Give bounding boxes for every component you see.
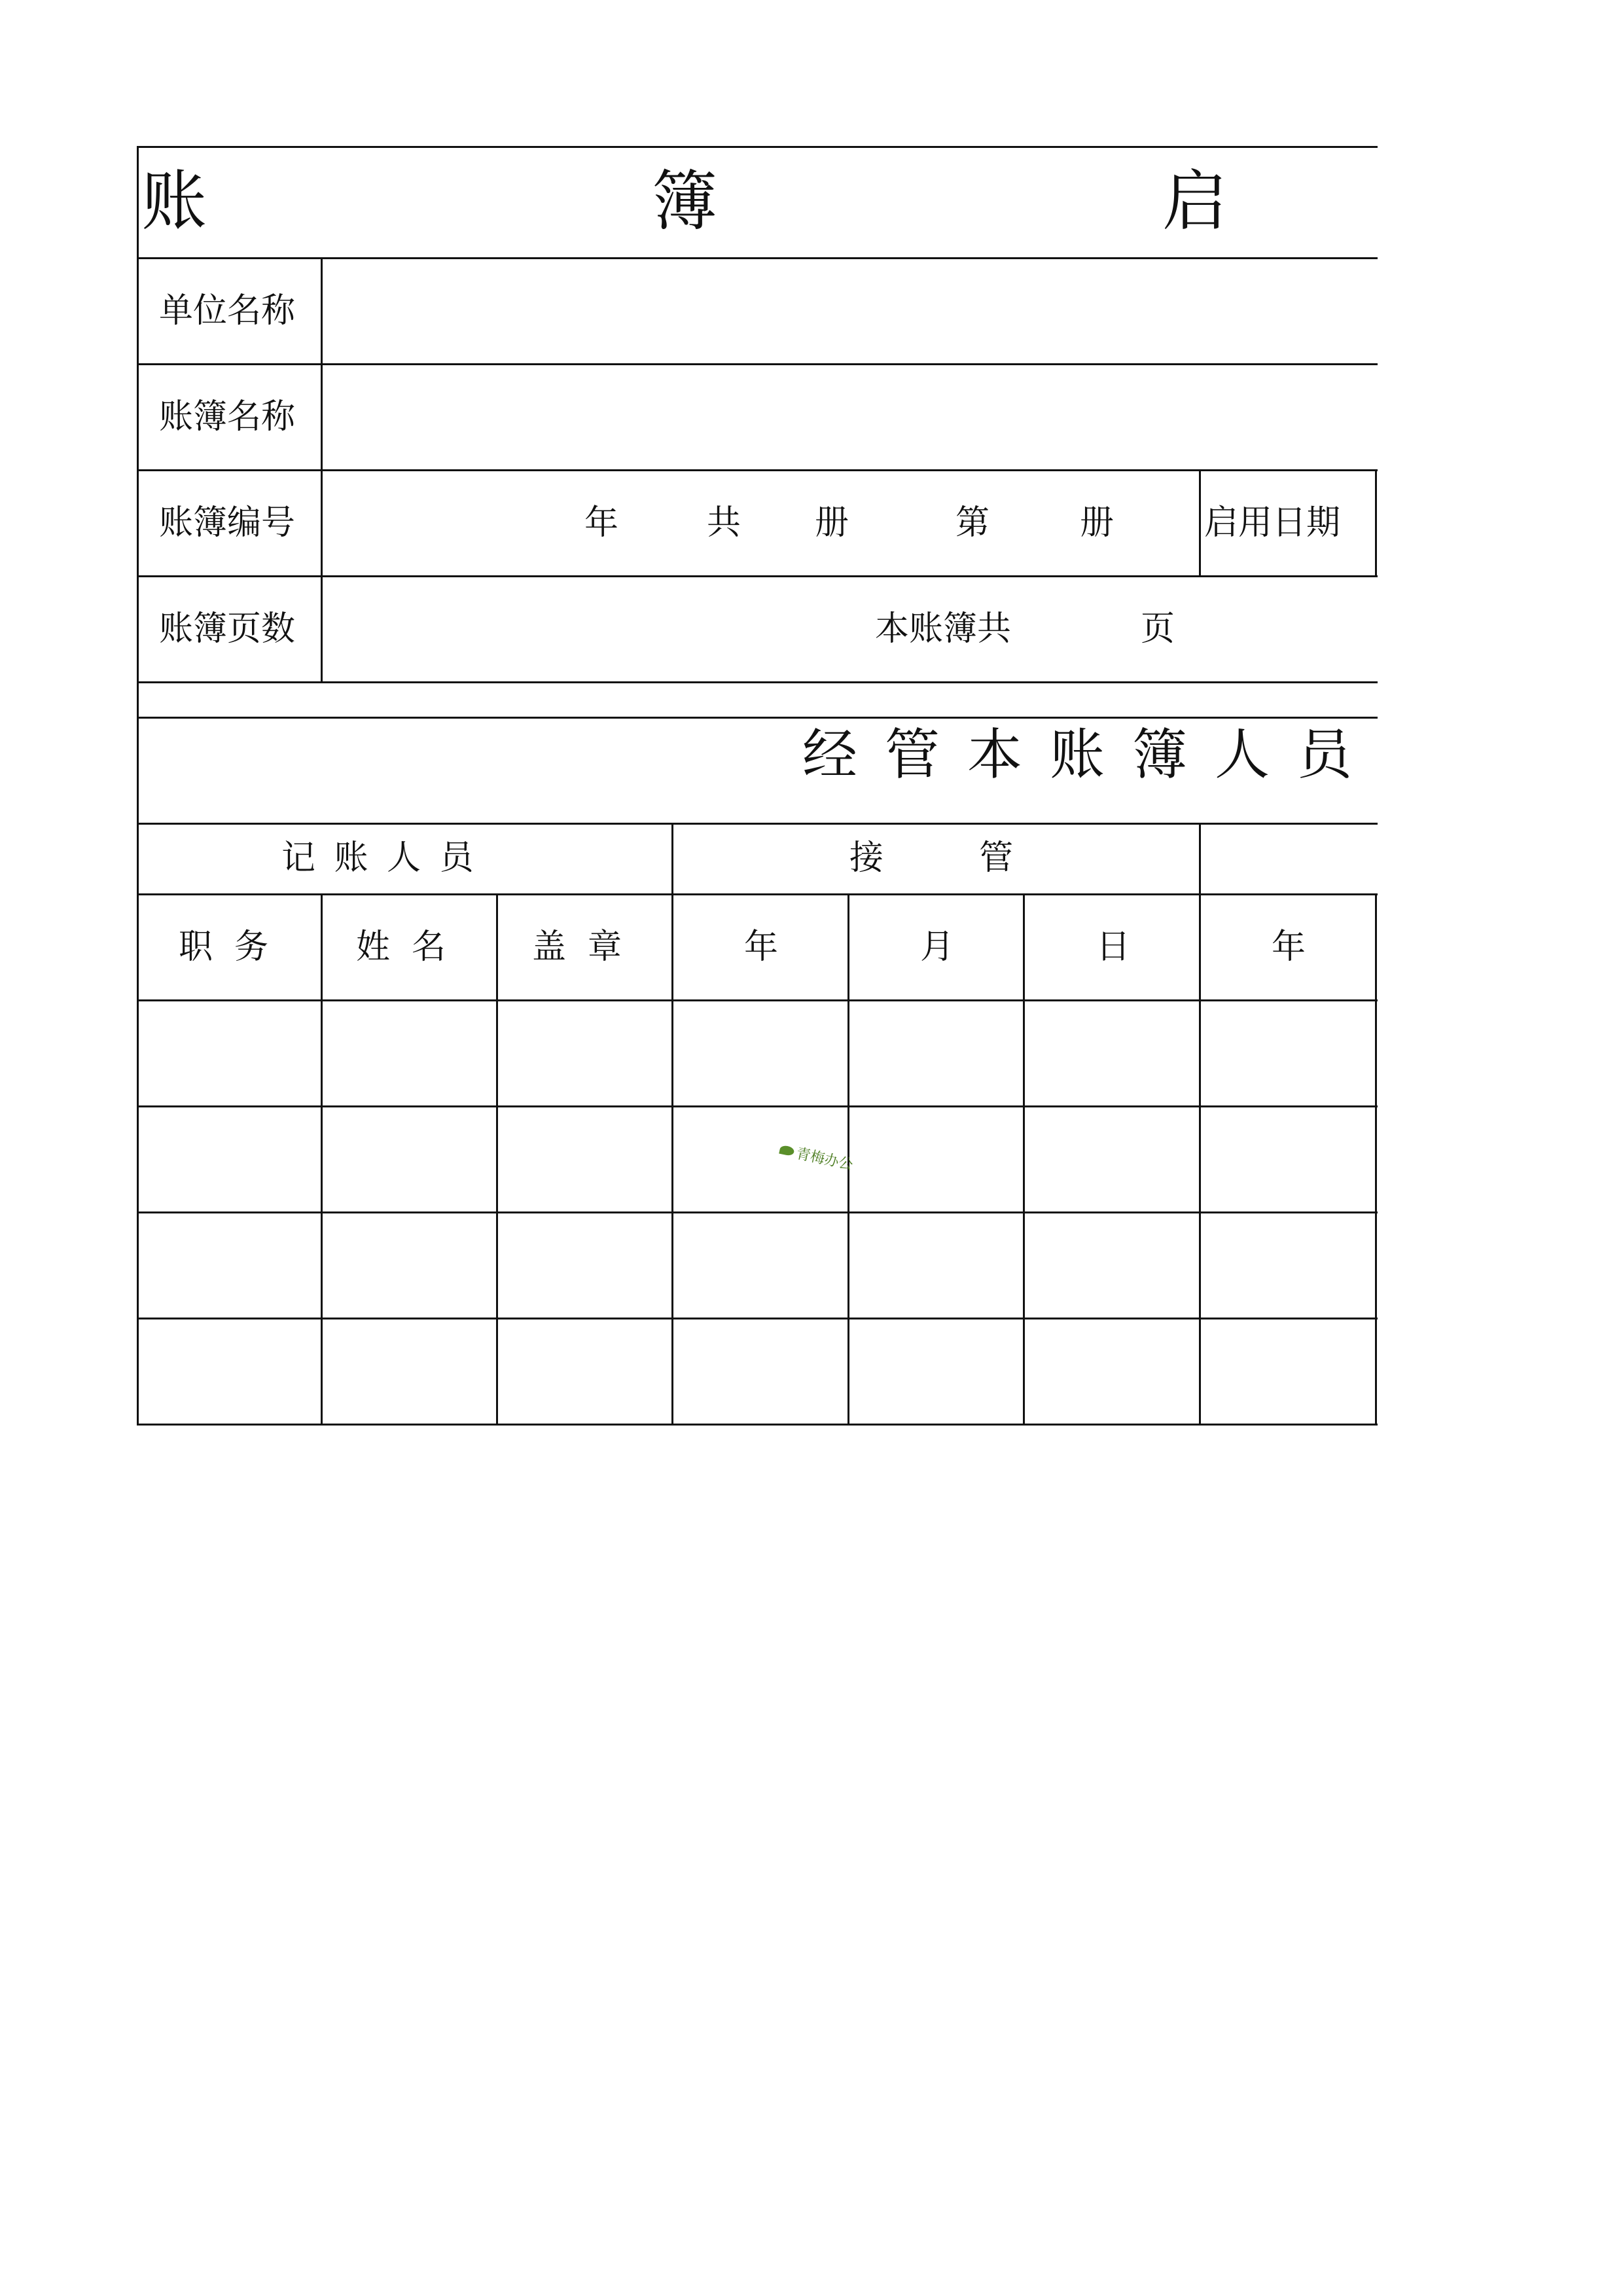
rule-row1-bottom	[137, 363, 1378, 365]
rule-managers-bottom	[137, 823, 1378, 825]
rule-data1-bottom	[137, 1105, 1378, 1107]
book-number-volume: 册	[1080, 503, 1115, 543]
rule-label-col	[321, 257, 323, 681]
column-header-position: 职 务	[179, 927, 269, 967]
unit-name-label: 单位名称	[159, 291, 296, 331]
book-number-year: 年	[584, 503, 619, 543]
rule-title-bottom	[137, 257, 1378, 259]
rule-col-1	[321, 893, 323, 1424]
book-number-label: 账簿编号	[159, 503, 296, 543]
column-header-year-2: 年	[1272, 927, 1306, 967]
rule-startdate-left	[1199, 469, 1201, 575]
rule-row3-bottom	[137, 575, 1378, 577]
rule-left	[137, 146, 139, 1426]
bookkeeper-group-header: 记 账 人 员	[281, 838, 474, 878]
handover-group-header: 接 管	[849, 838, 1014, 878]
watermark	[778, 1139, 855, 1174]
rule-top	[137, 146, 1378, 148]
column-header-seal: 盖 章	[532, 927, 622, 967]
rule-col-7	[1375, 893, 1377, 1424]
rule-row4-bottom	[137, 681, 1378, 683]
column-header-day: 日	[1096, 927, 1131, 967]
book-number-nth: 第	[955, 503, 990, 543]
book-number-total: 共	[707, 503, 741, 543]
leaf-icon	[779, 1144, 794, 1156]
title-char-3: 启	[1162, 163, 1228, 240]
title-char-2: 簿	[652, 163, 717, 240]
watermark-text: 青梅办公	[794, 1145, 855, 1174]
rule-startdate-right	[1375, 469, 1377, 575]
column-header-name: 姓 名	[356, 927, 446, 967]
rule-groups-bottom	[137, 893, 1378, 895]
book-pages-text: 本账簿共	[875, 609, 1012, 649]
book-name-label: 账簿名称	[159, 397, 296, 437]
book-pages-unit: 页	[1141, 609, 1175, 649]
rule-group-divider-1	[671, 823, 673, 1424]
book-number-volumes: 册	[815, 503, 849, 543]
title-char-1: 账	[141, 163, 207, 240]
start-date-label: 启用日期	[1204, 503, 1341, 543]
column-header-year: 年	[744, 927, 779, 967]
rule-col-2	[496, 893, 498, 1424]
rule-data3-bottom	[137, 1318, 1378, 1319]
rule-bottom	[137, 1424, 1378, 1426]
rule-spacer-bottom	[137, 717, 1378, 719]
managers-title: 经管本账簿人员	[802, 723, 1380, 787]
rule-data2-bottom	[137, 1211, 1378, 1213]
rule-group-divider-2	[1199, 823, 1201, 1424]
rule-header-bottom	[137, 999, 1378, 1001]
rule-col-5	[1023, 893, 1025, 1424]
book-pages-label: 账簿页数	[159, 609, 296, 649]
rule-row2-bottom	[137, 469, 1378, 471]
column-header-month: 月	[920, 927, 955, 967]
